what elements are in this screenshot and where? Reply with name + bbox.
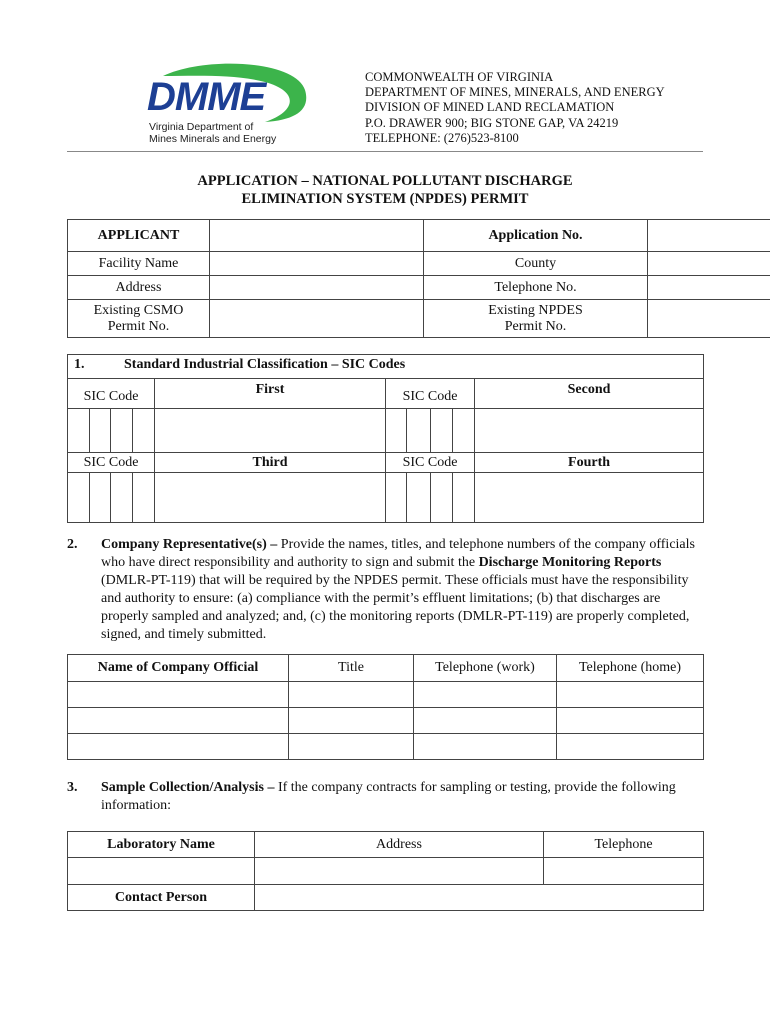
sic-fourth-label: Fourth — [475, 453, 704, 473]
sic-first-label: First — [155, 379, 386, 409]
agency-address — [365, 70, 665, 146]
official-name-field[interactable] — [68, 734, 289, 760]
section-2-text-a: Provide the names, titles, and telephone numbers of the company officials who have direct responsibility and authority to sign and submit the — [101, 537, 695, 570]
applicant-field[interactable] — [210, 220, 424, 252]
sic-digit-box[interactable] — [111, 409, 133, 453]
sic-code-label-3: SIC Code — [68, 453, 155, 473]
npdes-line-2: Permit No. — [504, 318, 567, 334]
application-no-label: Application No. — [424, 220, 648, 252]
official-tel-home-field[interactable] — [557, 708, 704, 734]
official-title-field[interactable] — [289, 734, 414, 760]
form-title — [67, 172, 703, 208]
official-tel-work-field[interactable] — [414, 682, 557, 708]
csmo-permit-label — [68, 300, 210, 338]
officials-table — [67, 654, 704, 760]
facility-name-field[interactable] — [210, 252, 424, 276]
sic-digit-box[interactable] — [453, 409, 475, 453]
col-telephone-home: Telephone (home) — [557, 655, 704, 682]
official-name-field[interactable] — [68, 708, 289, 734]
header-divider — [67, 151, 703, 152]
sic-digit-box[interactable] — [453, 473, 475, 523]
npdes-line-1: Existing NPDES — [488, 302, 583, 318]
csmo-permit-field[interactable] — [210, 300, 424, 338]
facility-name-label: Facility Name — [68, 252, 210, 276]
address-field[interactable] — [210, 276, 424, 300]
sic-second-label: Second — [475, 379, 704, 409]
laboratory-name-field[interactable] — [68, 858, 255, 885]
npdes-permit-field[interactable] — [648, 300, 770, 338]
table-row — [68, 734, 704, 760]
official-tel-work-field[interactable] — [414, 734, 557, 760]
sic-digit-box[interactable] — [431, 409, 453, 453]
agency-line: COMMONWEALTH OF VIRGINIA — [365, 70, 554, 84]
sic-digit-box[interactable] — [431, 473, 453, 523]
sic-digit-box[interactable] — [68, 409, 90, 453]
agency-line: TELEPHONE: (276)523-8100 — [365, 130, 519, 145]
sic-fourth-field[interactable] — [475, 473, 704, 523]
logo-caption-2: Mines Minerals and Energy — [149, 133, 277, 145]
sic-digit-box[interactable] — [407, 409, 431, 453]
county-label: County — [424, 252, 648, 276]
section-3-text — [101, 779, 703, 815]
sic-third-label: Third — [155, 453, 386, 473]
section-3 — [67, 779, 703, 815]
sic-table — [67, 354, 704, 523]
col-title: Title — [289, 655, 414, 682]
lab-telephone-label: Telephone — [544, 832, 704, 858]
section-1-heading: Standard Industrial Classification – SIC Codes — [124, 357, 406, 372]
laboratory-name-label: Laboratory Name — [68, 832, 255, 858]
section-2-text-b: (DMLR-PT-119) that will be required by the NPDES permit. These officials must have the responsibility and authority to ensure: (a) compliance with the permit’s effluent limitations; (b) that discharges are properly sampled and analyzed; and, (c) the monitoring reports (DMLR-PT-119) are properly completed, signed, and timely submitted. — [101, 573, 690, 642]
section-3-text-body: If the company contracts for sampling or testing, provide the following information: — [101, 780, 676, 813]
csmo-line-2: Permit No. — [107, 318, 170, 334]
table-row — [68, 708, 704, 734]
contact-person-field[interactable] — [255, 885, 704, 911]
laboratory-table — [67, 831, 704, 911]
title-line-1: APPLICATION – NATIONAL POLLUTANT DISCHARGE — [197, 173, 573, 189]
sic-digit-box[interactable] — [133, 473, 155, 523]
telephone-no-field[interactable] — [648, 276, 770, 300]
sic-digit-box[interactable] — [386, 409, 407, 453]
sic-digit-box[interactable] — [90, 409, 111, 453]
official-title-field[interactable] — [289, 708, 414, 734]
applicant-table — [67, 219, 770, 338]
section-2-text — [101, 536, 703, 644]
sic-second-field[interactable] — [475, 409, 704, 453]
csmo-line-1: Existing CSMO — [93, 302, 184, 318]
agency-line: P.O. DRAWER 900; BIG STONE GAP, VA 24219 — [365, 115, 619, 130]
section-3-number: 3. — [67, 780, 78, 795]
sic-third-field[interactable] — [155, 473, 386, 523]
official-name-field[interactable] — [68, 682, 289, 708]
col-official-name: Name of Company Official — [68, 655, 289, 682]
section-1-number: 1. — [74, 357, 85, 372]
sic-first-field[interactable] — [155, 409, 386, 453]
dmme-logo-graphic — [145, 62, 315, 148]
sic-digit-box[interactable] — [386, 473, 407, 523]
official-tel-home-field[interactable] — [557, 682, 704, 708]
sic-code-label-1: SIC Code — [68, 379, 155, 409]
agency-line: DIVISION OF MINED LAND RECLAMATION — [365, 100, 615, 115]
lab-telephone-field[interactable] — [544, 858, 704, 885]
official-tel-work-field[interactable] — [414, 708, 557, 734]
county-field[interactable] — [648, 252, 770, 276]
section-1-header — [68, 355, 704, 379]
telephone-no-label: Telephone No. — [424, 276, 648, 300]
official-tel-home-field[interactable] — [557, 734, 704, 760]
npdes-permit-label — [424, 300, 648, 338]
sic-digit-box[interactable] — [68, 473, 90, 523]
section-2 — [67, 536, 703, 644]
table-row — [68, 682, 704, 708]
sic-digit-box[interactable] — [407, 473, 431, 523]
logo-caption-1: Virginia Department of — [149, 121, 254, 133]
sic-digit-box[interactable] — [111, 473, 133, 523]
sic-code-label-4: SIC Code — [386, 453, 475, 473]
logo-wordmark: DMME — [147, 75, 266, 119]
lab-address-label: Address — [255, 832, 544, 858]
section-2-heading: Company Representative(s) – — [101, 537, 278, 552]
sic-digit-box[interactable] — [90, 473, 111, 523]
application-no-field[interactable] — [648, 220, 770, 252]
dmme-logo — [145, 62, 315, 148]
applicant-label: APPLICANT — [68, 220, 210, 252]
section-2-number: 2. — [67, 537, 78, 552]
sic-code-label-2: SIC Code — [386, 379, 475, 409]
agency-line: DEPARTMENT OF MINES, MINERALS, AND ENERGY — [365, 85, 665, 100]
section-2-bold-a: Discharge Monitoring Reports — [478, 555, 662, 570]
col-telephone-work: Telephone (work) — [414, 655, 557, 682]
sic-digit-box[interactable] — [133, 409, 155, 453]
lab-address-field[interactable] — [255, 858, 544, 885]
contact-person-label: Contact Person — [68, 885, 255, 911]
section-3-heading: Sample Collection/Analysis – — [101, 780, 275, 795]
title-line-2: ELIMINATION SYSTEM (NPDES) PERMIT — [241, 191, 529, 207]
official-title-field[interactable] — [289, 682, 414, 708]
address-label: Address — [68, 276, 210, 300]
